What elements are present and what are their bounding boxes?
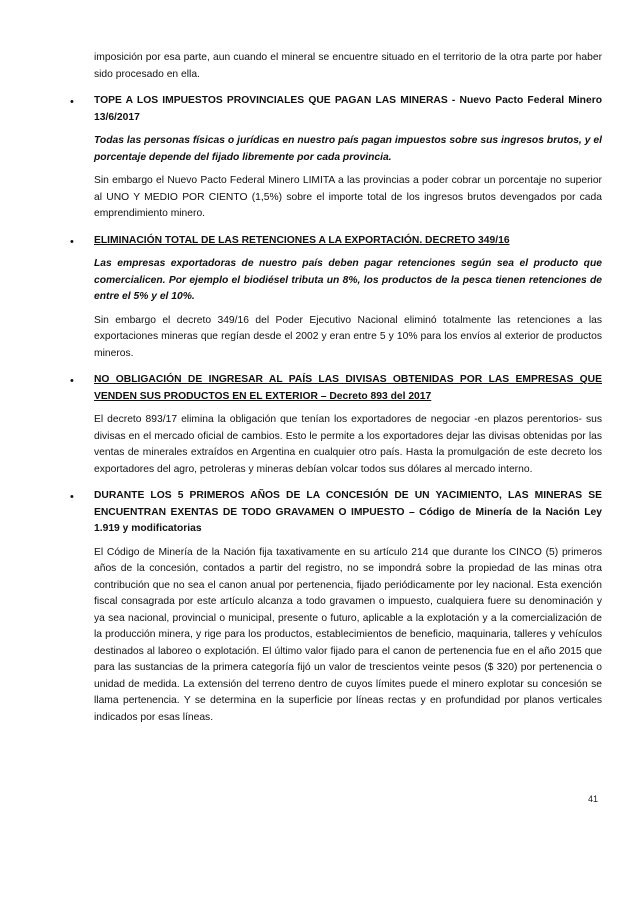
bullet-icon: •: [70, 491, 74, 503]
bullet-icon: •: [70, 96, 74, 108]
section-heading: DURANTE LOS 5 PRIMEROS AÑOS DE LA CONCESIÓN DE UN YACIMIENTO, LAS MINERAS SE ENCUENTRAN EXENTAS DE TODO GRAVAMEN O IMPUESTO – Código de Minería de la Nación Ley 1.919 y modificatorias: [94, 490, 602, 534]
section-heading: NO OBLIGACIÓN DE INGRESAR AL PAÍS LAS DIVISAS OBTENIDAS POR LAS EMPRESAS QUE VENDEN SUS PRODUCTOS EN EL EXTERIOR – Decreto 893 del 2017: [94, 374, 602, 402]
section-heading: ELIMINACIÓN TOTAL DE LAS RETENCIONES A LA EXPORTACIÓN. DECRETO 349/16: [94, 234, 510, 246]
section-body: Sin embargo el decreto 349/16 del Poder Ejecutivo Nacional eliminó totalmente las retenciones a las exportaciones mineras que regían desde el 2002 y eran entre 5 y 10% para los envíos al exterior de productos mineros.: [94, 314, 602, 359]
section-divisas: [70, 372, 602, 478]
section-body: El decreto 893/17 elimina la obligación que tenían los exportadores de negociar -en plazos perentorios- sus divisas en el mercado oficial de cambios. Esto le permite a los exportadores dejar las divisas obtenidas por las ventas de minerales extraídos en Argentina en cualquier otro país. Hasta la promulgación de este decreto los exportadores del agro, petroleras y mineras debían volcar todos sus dólares al mercado interno.: [94, 414, 602, 475]
bullet-icon: •: [70, 235, 74, 248]
section-tope-impuestos: [70, 93, 602, 223]
section-heading: TOPE A LOS IMPUESTOS PROVINCIALES QUE PAGAN LAS MINERAS - Nuevo Pacto Federal Minero 13/6/2017: [94, 95, 602, 123]
section-emphasis: Las empresas exportadoras de nuestro país deben pagar retenciones según sea el producto que comercialicen. Por ejemplo el biodiésel tributa un 8%, los productos de la pesca tienen retenciones de entre el 5% y el 10%.: [94, 258, 602, 302]
page-content: [70, 50, 602, 736]
intro-paragraph: imposición por esa parte, aun cuando el mineral se encuentre situado en el territorio de la otra parte por haber sido procesado en ella.: [94, 52, 602, 80]
section-retenciones: [70, 233, 602, 363]
section-body: Sin embargo el Nuevo Pacto Federal Minero LIMITA a las provincias a poder cobrar un porcentaje no superior al UNO Y MEDIO POR CIENTO (1,5%) sobre el importe total de los ingresos brutos devengados por cada emprendimiento minero.: [94, 175, 602, 219]
page-number: 41: [588, 794, 599, 804]
section-exencion: [70, 488, 602, 726]
section-body: El Código de Minería de la Nación fija taxativamente en su artículo 214 que durante los CINCO (5) primeros años de la concesión, contados a partir del registro, no se impondrá sobre la propiedad de las minas otra contribución que no sea el canon anual por pertenencia, fijado periódicamente por ley nacional. Esta exención fiscal consagrada por este artículo alcanza a todo gravamen o impuesto, cualquiera fuere su denominación y ya sea nacional, provincial o municipal, presente o futuro, aplicable a la explotación y a la comercialización de la producción minera, y rige para los productos, establecimientos de beneficio, maquinaria, talleres y vehículos destinados al laboreo o explotación. El último valor fijado para el canon de pertenencia fue en el año 2015 que para las sustancias de la primera categoría fijó un valor de trescientos veinte pesos ($ 320) por pertenencia o unidad de medida. La extensión del terreno dentro de cuyos límites puede el minero explotar su concesión se llama pertenencia. Y se determina en la superficie por líneas rectas y en profundidad por planos verticales indicados por esas líneas.: [94, 546, 602, 723]
section-emphasis: Todas las personas físicas o jurídicas en nuestro país pagan impuestos sobre sus ingresos brutos, y el porcentaje depende del fijado libremente por cada provincia.: [94, 135, 602, 163]
bullet-icon: •: [70, 375, 74, 387]
